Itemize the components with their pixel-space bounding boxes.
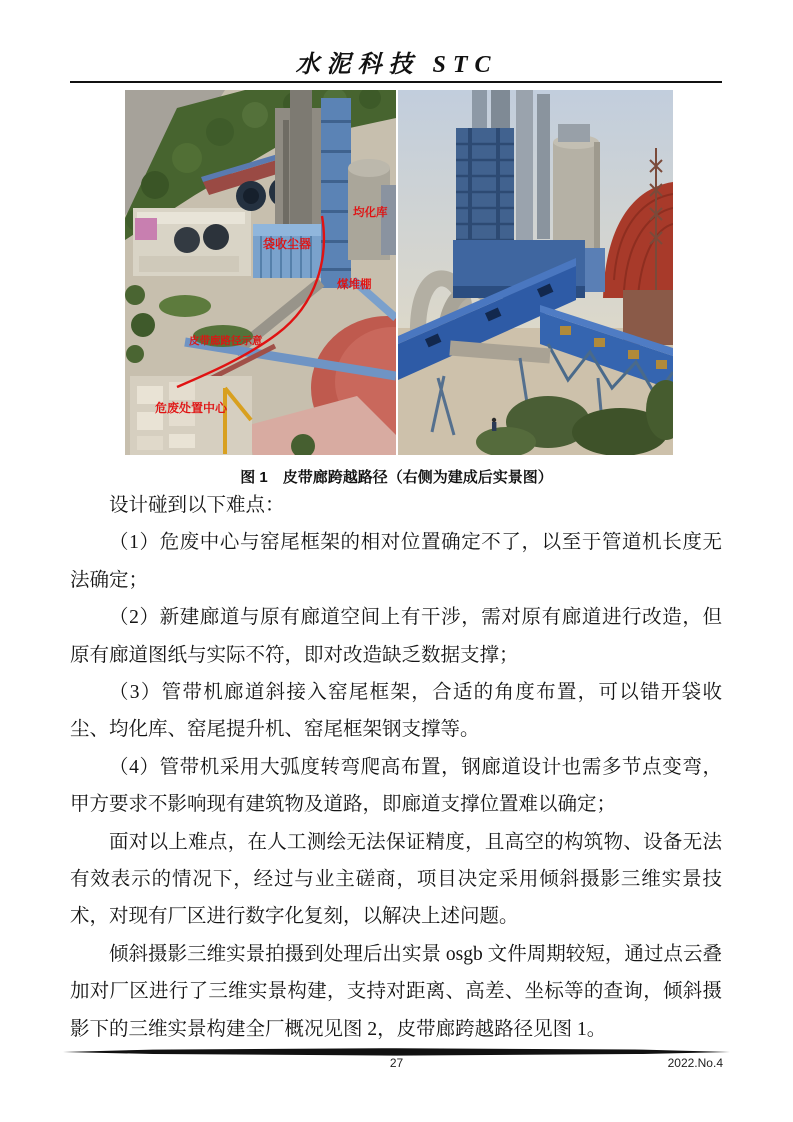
- paragraph: 倾斜摄影三维实景拍摄到处理后出实景 osgb 文件周期较短，通过点云叠加对厂区进行了三维实景构建，支持对距离、高差、坐标等的查询，倾斜摄影下的三维实景构建全厂概况见图 2，皮带廊跨越路径见图 1。: [70, 943, 722, 1040]
- paragraph: （4）管带机采用大弧度转弯爬高布置，钢廊道设计也需多节点变弯，甲方要求不影响现有建筑物及道路，即廊道支撑位置难以确定；: [70, 756, 722, 816]
- figure-caption: 图 1 皮带廊跨越路径（右侧为建成后实景图）: [240, 469, 553, 486]
- paragraph: （2）新建廊道与原有廊道空间上有干涉，需对原有廊道进行改造，但原有廊道图纸与实际不符，即对改造缺乏数据支撑；: [70, 607, 722, 666]
- paragraph: 面对以上难点，在人工测绘无法保证精度，且高空的构筑物、设备无法有效表示的情况下，经过与业主磋商，项目决定采用倾斜摄影三维实景技术，对现有厂区进行数字化复刻，以解决上述问题。: [70, 831, 722, 928]
- photo-preheater-steel-tower: [456, 128, 514, 248]
- aerial-steel-frame: [321, 98, 351, 288]
- label-hazwaste-center: 危废处置中心: [155, 401, 228, 415]
- paragraph: 设计碰到以下难点：: [109, 495, 285, 516]
- aerial-view-image: [125, 90, 396, 455]
- label-bag-dust-collector: 袋收尘器: [263, 237, 312, 251]
- photo-person: [492, 418, 497, 431]
- aerial-preheater-tower: [275, 90, 323, 240]
- footer-rule: [63, 1048, 730, 1056]
- label-belt-corridor-path: 皮带廊路径示意: [189, 335, 263, 347]
- header-rule: [70, 81, 722, 83]
- journal-header-title: 水泥科技 STC: [295, 52, 498, 78]
- label-homogenizing-silo: 均化库: [353, 207, 388, 219]
- photo-horizontal-pipe: [450, 348, 550, 356]
- photo-silo: [553, 124, 600, 257]
- page-number: 27: [389, 1056, 404, 1070]
- paragraph: （3）管带机廊道斜接入窑尾框架，合适的角度布置，可以错开袋收尘、均化库、窑尾提升机、窑尾框架钢支撑等。: [70, 682, 722, 741]
- paragraph: （1）危废中心与窑尾框架的相对位置确定不了，以至于管道机长度无法确定；: [70, 532, 722, 591]
- aerial-white-compound: [133, 208, 251, 276]
- aerial-bag-filter-building: [253, 224, 321, 278]
- aerial-construction-site: [130, 376, 252, 455]
- article-body: [70, 487, 722, 1048]
- label-coal-shed: 煤堆棚: [337, 279, 372, 291]
- issue-label: 2022.No.4: [667, 1056, 723, 1070]
- ground-photo-image: [398, 90, 673, 455]
- figure-1: [125, 90, 673, 455]
